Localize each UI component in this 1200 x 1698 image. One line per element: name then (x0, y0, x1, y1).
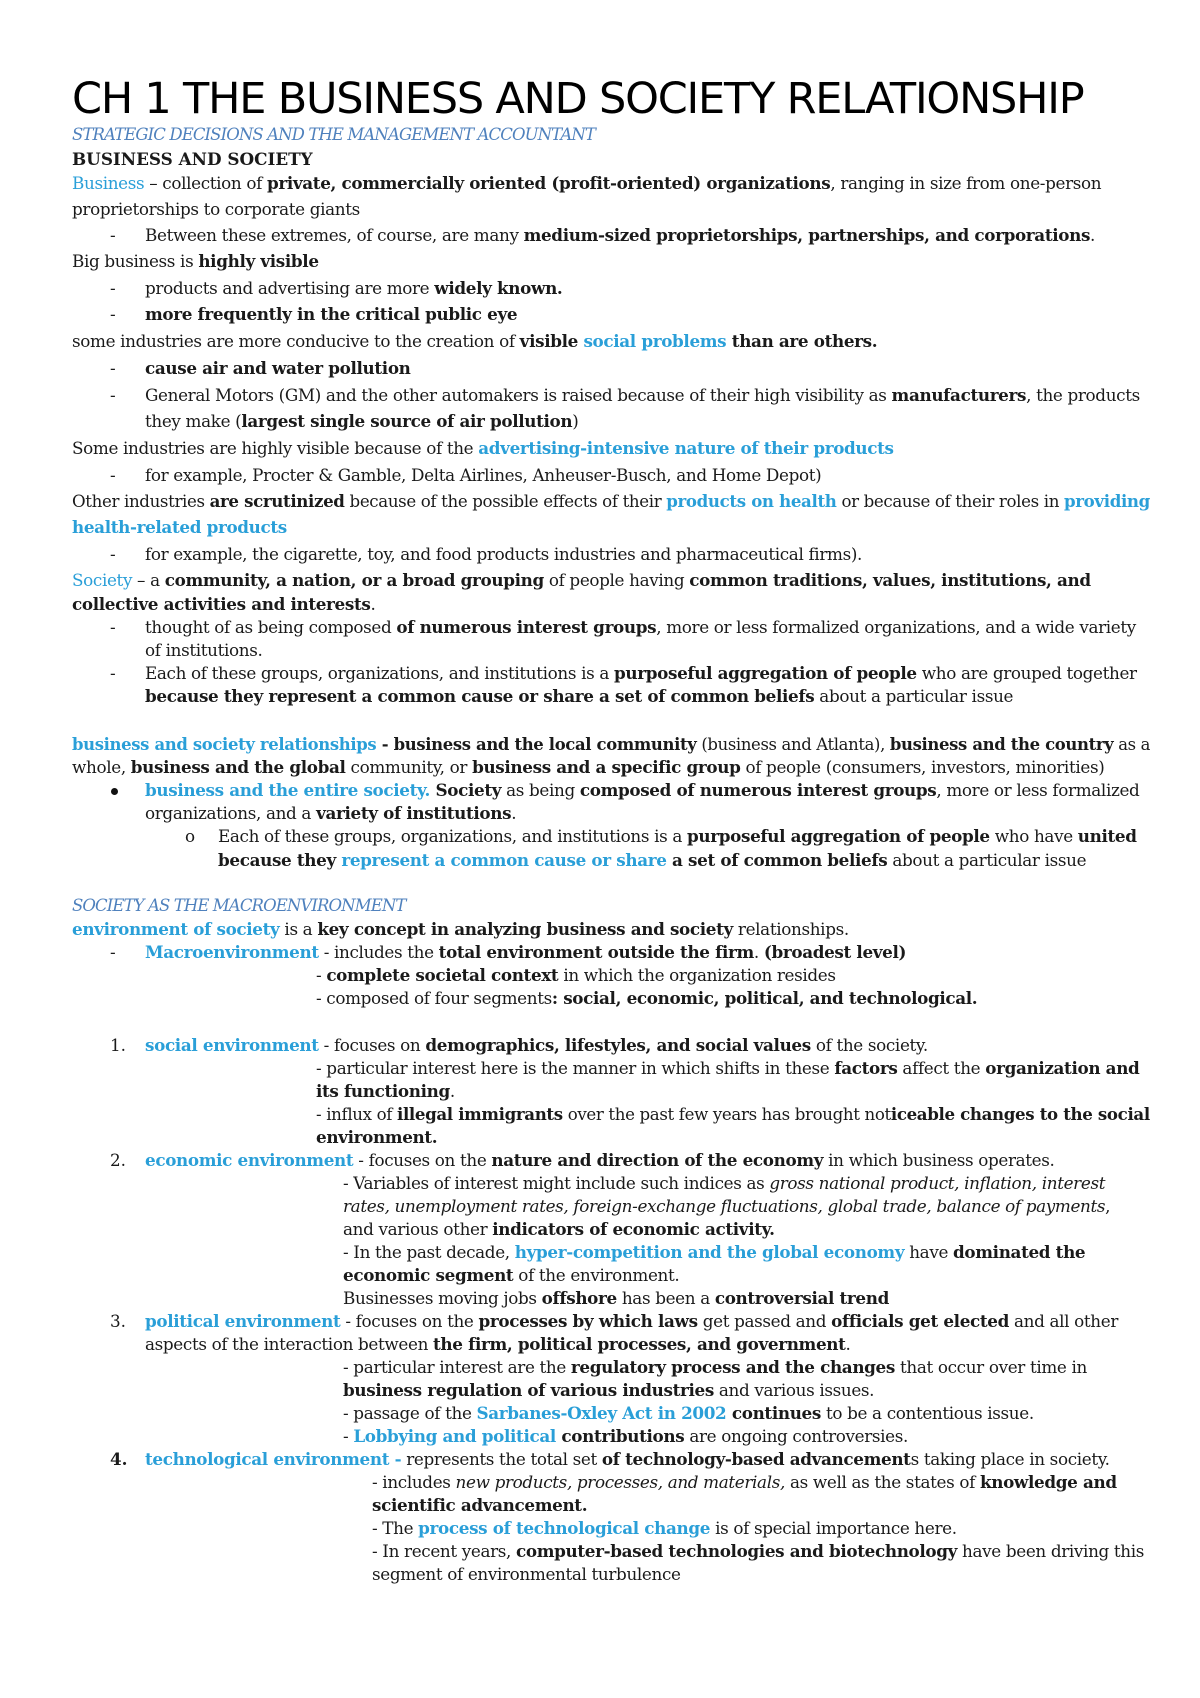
bullet-dash: - (110, 942, 116, 962)
paragraph-line: Other industries are scrutinized because of the possible effects of their products on health or because of their roles in providing (72, 491, 1150, 511)
page-title: CH 1 THE BUSINESS AND SOCIETY RELATIONSHIP (72, 74, 1084, 124)
list-item-continued: organizations, and a variety of institutions. (145, 803, 517, 823)
sub-list-item: Each of these groups, organizations, and institutions is a purposeful aggregation of people who have united (218, 826, 1137, 846)
numbered-item-continued: - includes new products, processes, and materials, as well as the states of knowledge and (372, 1472, 1117, 1492)
numbered-item-continued: and various other indicators of economic activity. (343, 1219, 775, 1239)
numbered-item: social environment - focuses on demographics, lifestyles, and social values of the society. (145, 1035, 928, 1055)
bullet-circle: o (185, 826, 196, 846)
numbered-item-continued: - Lobbying and political contributions are ongoing controversies. (343, 1426, 908, 1446)
bullet-dash: - (110, 358, 116, 378)
list-item-continued: - composed of four segments: social, economic, political, and technological. (316, 988, 978, 1008)
numbered-item-continued: aspects of the interaction between the firm, political processes, and government. (145, 1334, 851, 1354)
list-item: more frequently in the critical public eye (145, 304, 518, 324)
bullet-dash: - (110, 304, 116, 324)
numbered-item-continued: - Variables of interest might include such indices as gross national product, inflation, interest (343, 1173, 1106, 1193)
bullet-dash: - (110, 544, 116, 564)
sub-list-item-continued: because they represent a common cause or share a set of common beliefs about a particular issue (218, 850, 1087, 870)
bullet-dash: - (110, 385, 116, 405)
list-item: business and the entire society. Society as being composed of numerous interest groups, more or less formalized (145, 780, 1140, 800)
list-item-continued: they make (largest single source of air pollution) (145, 411, 579, 431)
numbered-item: political environment - focuses on the processes by which laws get passed and officials get elected and all other (145, 1311, 1119, 1331)
list-item: Each of these groups, organizations, and institutions is a purposeful aggregation of people who are grouped together (145, 663, 1137, 683)
section-subtitle: SOCIETY AS THE MACROENVIRONMENT (72, 896, 406, 915)
list-item: for example, Procter & Gamble, Delta Airlines, Anheuser-Busch, and Home Depot) (145, 465, 822, 485)
numbered-item-continued: rates, unemployment rates, foreign-exchange fluctuations, global trade, balance of payments, (343, 1196, 1111, 1216)
numbered-item-continued: - passage of the Sarbanes-Oxley Act in 2002 continues to be a contentious issue. (343, 1403, 1034, 1423)
numbered-item-continued: - In recent years, computer-based technologies and biotechnology have been driving this (372, 1541, 1145, 1561)
list-item: cause air and water pollution (145, 358, 411, 378)
numbered-item-continued: scientific advancement. (372, 1495, 588, 1515)
paragraph-line: proprietorships to corporate giants (72, 199, 360, 219)
list-item: thought of as being composed of numerous interest groups, more or less formalized organizations, and a wide variety (145, 617, 1136, 637)
business-definition: Business – collection of private, commercially oriented (profit-oriented) organizations, ranging in size from one-person (72, 173, 1102, 193)
section-heading: BUSINESS AND SOCIETY (72, 149, 313, 169)
bullet-dash: - (110, 617, 116, 637)
list-number: 3. (110, 1311, 127, 1331)
list-item-continued: - complete societal context in which the organization resides (316, 965, 836, 985)
paragraph-line: Big business is highly visible (72, 251, 319, 271)
numbered-item-continued: - particular interest are the regulatory process and the changes that occur over time in (343, 1357, 1087, 1377)
numbered-item-continued: - In the past decade, hyper-competition and the global economy have dominated the (343, 1242, 1086, 1262)
section-subtitle: STRATEGIC DECISIONS AND THE MANAGEMENT ACCOUNTANT (72, 125, 596, 144)
bullet-dash: - (110, 663, 116, 683)
relationships-definition: business and society relationships - business and the local community (business and Atlanta), business and the country as a (72, 734, 1151, 754)
numbered-item-continued: - particular interest here is the manner in which shifts in these factors affect the organization and (316, 1058, 1140, 1078)
bullet-dash: - (110, 278, 116, 298)
bullet-dash: - (110, 225, 116, 245)
society-definition: Society – a community, a nation, or a broad grouping of people having common traditions, values, institutions, and (72, 570, 1091, 590)
list-item: Between these extremes, of course, are many medium-sized proprietorships, partnerships, and corporations. (145, 225, 1096, 245)
numbered-item-continued: - The process of technological change is of special importance here. (372, 1518, 957, 1538)
bullet-dash: - (110, 465, 116, 485)
list-number: 4. (110, 1449, 128, 1469)
paragraph-line: whole, business and the global community, or business and a specific group of people (consumers, investors, minorities) (72, 757, 1105, 777)
numbered-item: economic environment - focuses on the nature and direction of the economy in which business operates. (145, 1150, 1055, 1170)
numbered-item: technological environment - represents the total set of technology-based advancements taking place in society. (145, 1449, 1110, 1469)
numbered-item-continued: - influx of illegal immigrants over the past few years has brought noticeable changes to the social (316, 1104, 1150, 1124)
list-item: General Motors (GM) and the other automakers is raised because of their high visibility as manufacturers, the products (145, 385, 1140, 405)
list-item: Macroenvironment - includes the total environment outside the firm. (broadest level) (145, 942, 907, 962)
list-number: 2. (110, 1150, 127, 1170)
term: Business (72, 173, 145, 193)
list-item: for example, the cigarette, toy, and food products industries and pharmaceutical firms). (145, 544, 863, 564)
paragraph-line: health-related products (72, 517, 287, 537)
numbered-item-continued: economic segment of the environment. (343, 1265, 680, 1285)
paragraph-line: collective activities and interests. (72, 594, 376, 614)
numbered-item-continued: segment of environmental turbulence (372, 1564, 681, 1584)
numbered-item-continued: its functioning. (316, 1081, 455, 1101)
numbered-item-continued: business regulation of various industries and various issues. (343, 1380, 875, 1400)
list-item: products and advertising are more widely known. (145, 278, 563, 298)
numbered-item-continued: Businesses moving jobs offshore has been a controversial trend (343, 1288, 889, 1308)
list-item-continued: because they represent a common cause or share a set of common beliefs about a particular issue (145, 686, 1014, 706)
list-number: 1. (110, 1035, 127, 1055)
bullet-dot (111, 788, 118, 795)
paragraph-line: some industries are more conducive to the creation of visible social problems than are others. (72, 331, 878, 351)
paragraph-line: Some industries are highly visible because of the advertising-intensive nature of their products (72, 438, 894, 458)
numbered-item-continued: environment. (316, 1127, 438, 1147)
paragraph-line: environment of society is a key concept in analyzing business and society relationships. (72, 919, 849, 939)
list-item-continued: of institutions. (145, 640, 263, 660)
